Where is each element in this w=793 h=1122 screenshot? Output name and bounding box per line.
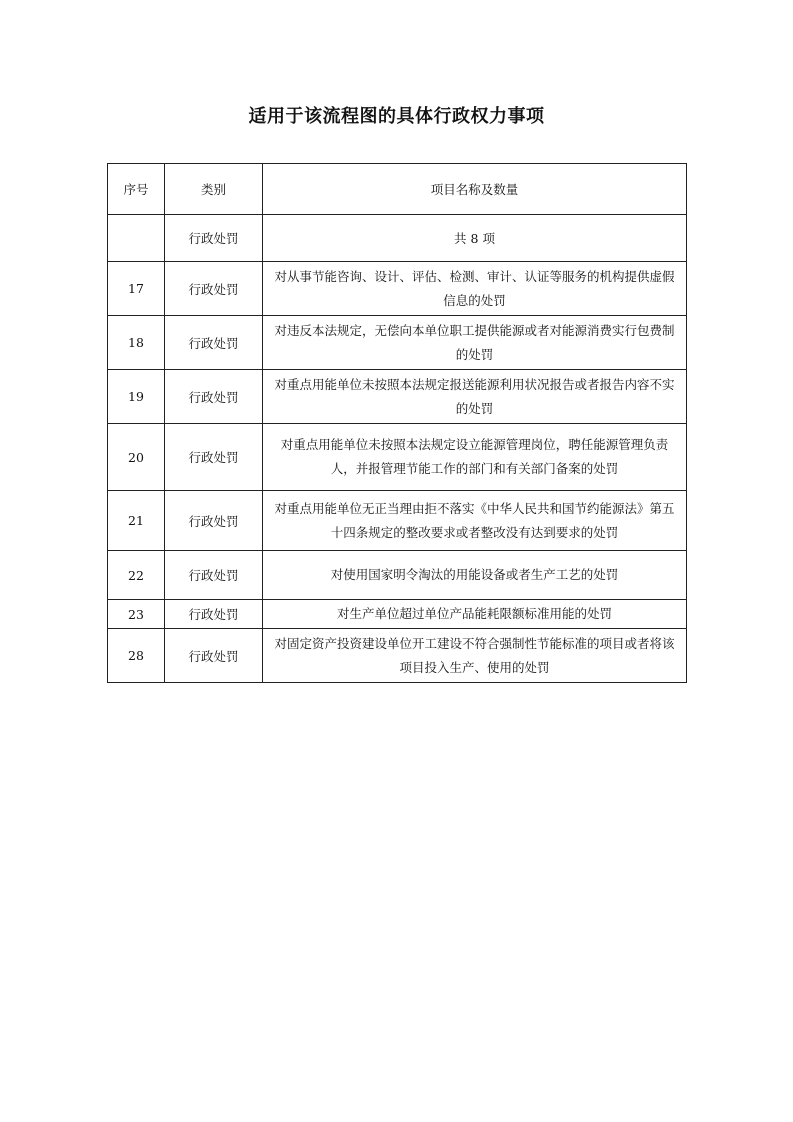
table-row — [108, 424, 687, 491]
table-row — [108, 551, 687, 600]
table-row — [108, 629, 687, 683]
table-row — [108, 600, 687, 629]
row-category: 行政处罚 — [165, 491, 263, 551]
row-seq: 17 — [108, 262, 165, 316]
row-category: 行政处罚 — [165, 262, 263, 316]
summary-category: 行政处罚 — [165, 215, 263, 262]
row-item-name: 对重点用能单位未按照本法规定报送能源利用状况报告或者报告内容不实的处罚 — [263, 370, 687, 424]
summary-row — [108, 215, 687, 262]
row-category: 行政处罚 — [165, 316, 263, 370]
row-item-name: 对生产单位超过单位产品能耗限额标准用能的处罚 — [263, 600, 687, 629]
row-category: 行政处罚 — [165, 370, 263, 424]
row-seq: 20 — [108, 424, 165, 491]
row-seq: 28 — [108, 629, 165, 683]
row-seq: 21 — [108, 491, 165, 551]
table-row — [108, 316, 687, 370]
row-item-name: 对从事节能咨询、设计、评估、检测、审计、认证等服务的机构提供虚假信息的处罚 — [263, 262, 687, 316]
administrative-items-table — [107, 163, 687, 683]
row-category: 行政处罚 — [165, 551, 263, 600]
table-row — [108, 370, 687, 424]
row-seq: 23 — [108, 600, 165, 629]
row-item-name: 对使用国家明令淘汰的用能设备或者生产工艺的处罚 — [263, 551, 687, 600]
header-name: 项目名称及数量 — [263, 164, 687, 215]
row-item-name: 对固定资产投资建设单位开工建设不符合强制性节能标准的项目或者将该项目投入生产、使用的处罚 — [263, 629, 687, 683]
row-category: 行政处罚 — [165, 629, 263, 683]
row-item-name: 对重点用能单位未按照本法规定设立能源管理岗位，聘任能源管理负责人，并报管理节能工作的部门和有关部门备案的处罚 — [263, 424, 687, 491]
row-seq: 22 — [108, 551, 165, 600]
row-item-name: 对重点用能单位无正当理由拒不落实《中华人民共和国节约能源法》第五十四条规定的整改要求或者整改没有达到要求的处罚 — [263, 491, 687, 551]
table-header-row — [108, 164, 687, 215]
row-seq: 19 — [108, 370, 165, 424]
row-item-name: 对违反本法规定，无偿向本单位职工提供能源或者对能源消费实行包费制的处罚 — [263, 316, 687, 370]
summary-count: 共 8 项 — [263, 215, 687, 262]
table-row — [108, 262, 687, 316]
summary-seq — [108, 215, 165, 262]
header-category: 类别 — [165, 164, 263, 215]
row-seq: 18 — [108, 316, 165, 370]
page-title: 适用于该流程图的具体行政权力事项 — [248, 106, 545, 127]
table-row — [108, 491, 687, 551]
row-category: 行政处罚 — [165, 600, 263, 629]
row-category: 行政处罚 — [165, 424, 263, 491]
header-seq: 序号 — [108, 164, 165, 215]
